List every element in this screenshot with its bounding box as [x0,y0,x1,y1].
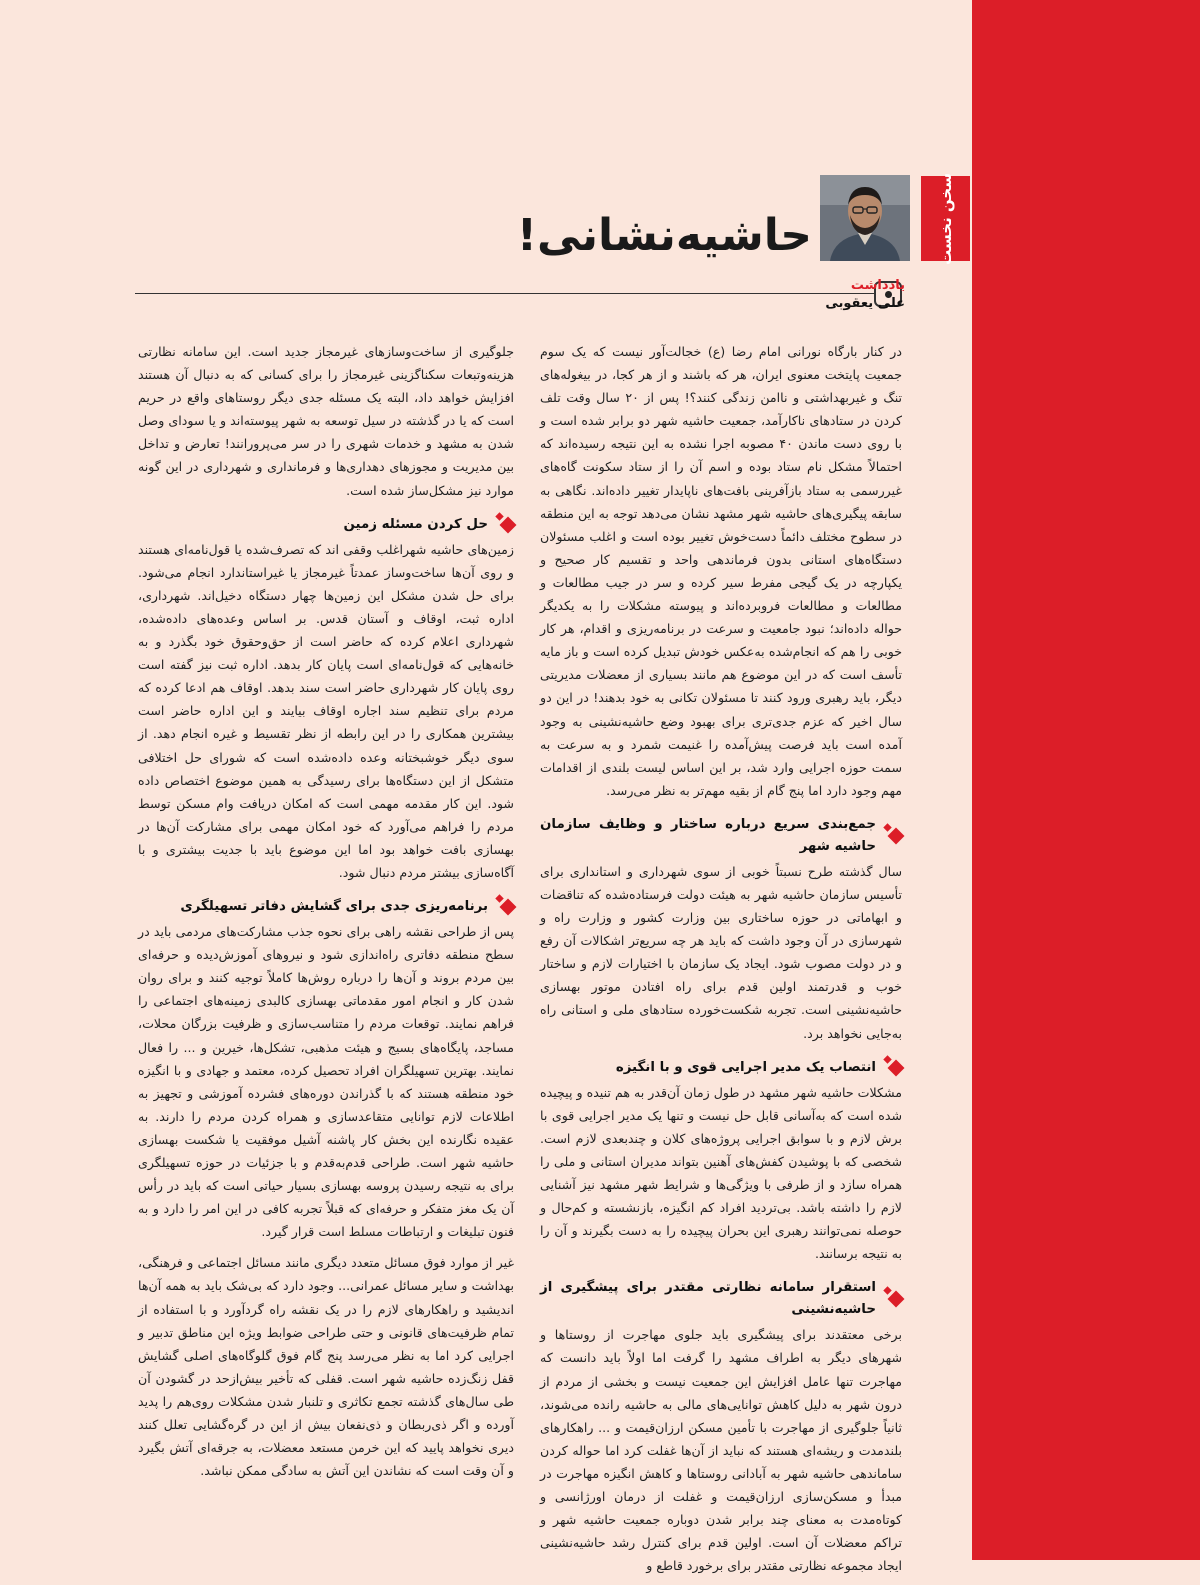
left-intro-paragraph: جلوگیری از ساخت‌وسازهای غیرمجاز جدید است. این سامانه نظارتی هزینه‌وتبعات سکناگزینی غیرمجاز را برای کسانی که به دنبال آن هستند افزایش خواهد داد، البته یک مسئله جدی دیگر روستاهای واقع در حریم است که یا در گذشته در سیل توسعه به شهر پیوسته‌اند و یا سودای وصل شدن به مشهد و خدمات شهری را در سر می‌پرورانند! تعارض و تداخل بین مدیریت و مجوزهای دهداری‌ها و فرمانداری و شهرداری در این گونه موارد نیز مشکل‌ساز شده است. [138,344,514,498]
red-side-strip [972,0,1200,1560]
diamond-bullet-icon [888,1291,905,1308]
author-name: علی یعقوبی [825,296,905,311]
section-body: برخی معتقدند برای پیشگیری باید جلوی مهاجرت از روستاها و شهرهای دیگر به اطراف مشهد را گرفت اما اولاً باید دانست که مهاجرت تنها عامل افزایش این جمعیت نیست و بخشی از مردم از درون شهر به دلیل کاهش توانایی‌های مالی به حاشیه رانده می‌شوند، ثانیاً جلوگیری از مهاجرت با تأمین مسکن ارزان‌قیمت و ... راهکارهای بلندمدت و ریشه‌ای هستند که نباید از آن‌ها غفلت کرد اما حواله کردن ساماندهی حاشیه شهر به آبادانی روستاها و کاهش انگیزه مهاجرت در مبدأ و مسکن‌سازی ارزان‌قیمت و غفلت از درمان اورژانسی و کوتاه‌مدت به معنای چند برابر شدن دوباره جمعیت حاشیه شهر و تراکم معضلات آن است. اولین قدم برای کنترل رشد حاشیه‌نشینی ایجاد مجموعه نظارتی مقتدر برای برخورد قاطع و [540,1327,902,1574]
section-body: پس از طراحی نقشه راهی برای نحوه جذب مشارکت‌های مردمی باید در سطح منطقه دفاتری راه‌اندازی شود و نیروهای آموزش‌دیده و حرفه‌ای بین مردم بروند و آن‌ها را درباره روش‌ها کاملاً توجیه کنند و برای روان شدن کار و انجام امور مقدماتی بهسازی کالبدی زمینه‌های اجتماعی را فراهم نمایند. توقعات مردم را متناسب‌سازی و ظرفیت بزرگان محلات، مساجد، پایگاه‌های بسیج و هیئت مذهبی، تشکل‌ها، خیرین و ... را فعال نمایند. بهترین تسهیلگران افراد تحصیل کرده، معتمد و جهادی و با انگیزه خود منطقه هستند که با گذراندن دوره‌های فشرده آموزشی و تجهیز به اطلاعات لازم توانایی متقاعدسازی و همراه کردن مردم را دارند. به عقیده نگارنده این بخش کار پاشنه آشیل موفقیت یا شکست بهسازی حاشیه شهر است. طراحی قدم‌به‌قدم و با جزئیات در حوزه تسهیلگری برای به نتیجه رسیدن پروسه بهسازی بسیار حیاتی است که باید در رأس آن یک مغز متفکر و حرفه‌ای که قبلاً تجربه کافی در این امر را دارد و به فنون تبلیغات و ارتباطات مسلط است قرار گیرد. [138,924,514,1240]
diamond-bullet-icon [888,827,905,844]
diamond-bullet-icon [888,1059,905,1076]
article-type: یادداشت [850,278,905,293]
byline [135,278,905,311]
headline: حاشیه‌نشانی! [516,210,812,261]
right-intro-paragraph: در کنار بارگاه نورانی امام رضا (ع) خجالت‌آور نیست که یک سوم جمعیت پایتخت معنوی ایران، هر که باشند و از هر کجا، در بیغوله‌های تنگ و غیربهداشتی و ناامن زندگی کنند؟! پس از ۲۰ سال وقت تلف کردن در ستادهای ناکارآمد، جمعیت حاشیه شهر دو برابر شده است و با روی دست ماندن ۴۰ مصوبه اجرا نشده به این نتیجه رسیده‌اند که احتمالاً مشکل نام ستاد بوده و اسم آن را از ستاد سکونت گاه‌های غیررسمی به ستاد بازآفرینی بافت‌های ناپایدار تغییر داده‌اند. نگاهی به سابقه پیگیری‌های حاشیه شهر مشهد نشان می‌دهد توجه به این منطقه در سطوح مختلف دائماً دست‌خوش تغییر بوده است و اغلب مسئولان دستگاه‌های استانی بدون فرماندهی واحد و تقسیم کار صحیح و یکپارچه در یک گیجی مفرط سیر کرده و سر در جیب مطالعات و مطالعات و مطالعات فروبرده‌اند و پیوسته مشکلات را به یکدیگر حواله داده‌اند؛ نبود جامعیت و سرعت در برنامه‌ریزی و اقدام، هر کار خوبی را هم که انجام‌شده به‌عکس خودش تبدیل کرده است و باز مایه تأسف است که در این موضوع هم مانند بسیاری از معضلات مدیریتی دیگر، باید رهبری ورود کنند تا مسئولان تکانی به خود بدهند! در این دو سال اخیر که عزم جدی‌تری برای بهبود وضع حاشیه‌نشینی به وجود آمده است باید فرصت پیش‌آمده را غنیمت شمرد و به سرعت به سمت حوزه اجرایی وارد شد، بر این اساس لیست بلندی از اقدامات مهم وجود دارد اما پنج گام از بقیه مهم‌تر به نظر می‌رسد. [539,344,902,798]
section-heading: حل کردن مسئله زمین [138,514,514,536]
section-body: مشکلات حاشیه شهر مشهد در طول زمان آن‌قدر به هم تنیده و پیچیده شده است که به‌آسانی قابل حل نیست و تنها یک مدیر اجرایی قوی با برش لازم و با سوابق اجرایی پروژه‌های کلان و چندبعدی لازم است. شخصی که با پوشیدن کفش‌های آهنین بتواند مدیران استانی و ملی را همراه سازد و از طرفی با ویژگی‌ها و شرایط شهر مشهد نیز آشنایی لازم را داشته باشد. بی‌تردید افراد کم انگیزه، بازنشسته و کم‌حال و حوصله نمی‌توانند رهبری این بحران پیچیده را به دست بگیرند و آن را به نتیجه برسانند. [540,1084,902,1262]
section-heading: استقرار سامانه نظارتی مقتدر برای پیشگیری از حاشیه‌نشینی [540,1277,902,1321]
diamond-bullet-icon [500,899,517,916]
right-column [540,340,902,1585]
section-body: غیر از موارد فوق مسائل متعدد دیگری مانند مسائل اجتماعی و فرهنگی، بهداشت و سایر مسائل عمرانی... وجود دارد که بی‌شک باید به همه آن‌ها اندیشید و راهکارهای لازم را در یک نقشه راه گردآورد و با استفاده از تمام ظرفیت‌های قانونی و حتی طراحی ضوابط ویژه این مناطق تدبیر و اجرایی کرد اما به نظر می‌رسد پنج گام فوق گلوگاه‌های اصلی گشایش قفل زنگ‌زده حاشیه شهر است. قفلی که تأخیر بیش‌ازحد در گشودن آن طی سال‌های گذشته تجمع تکاثری و تلنبار شدن مشکلات روی‌هم را پدید آورده و اگر ذی‌ربطان و ذی‌نفعان بیش از این در گره‌گشایی تعلل کنند دیری نخواهد پایید که این خرمن مستعد معضلات، به جرقه‌ای آتش بگیرد و آن وقت است که نشاندن این آتش به سادگی ممکن نباشد. [138,1255,514,1479]
section-heading: جمع‌بندی سریع درباره ساختار و وظایف سازمان حاشیه شهر [540,814,902,858]
section-tab [918,172,970,265]
section-heading: انتصاب یک مدیر اجرایی قوی و با انگیزه [540,1057,902,1079]
section-body: زمین‌های حاشیه شهراغلب وقفی اند که تصرف‌شده یا قول‌نامه‌ای هستند و روی آن‌ها ساخت‌وساز عمدتاً غیرمجاز یا غیراستاندارد انجام می‌شود. برای حل شدن مشکل این زمین‌ها چهار دستگاه دخیل‌اند. شهرداری، اداره ثبت، اوقاف و آستان قدس. بر اساس وعده‌های داده‌شده، شهرداری اعلام کرده که حاضر است از حق‌وحقوق خود بگذرد و به خانه‌هایی که قول‌نامه‌ای است پایان کار بدهد. اداره ثبت نیز گفته است روی پایان کار شهرداری حاضر است سند بدهد. اوقاف هم ادعا کرده که مردم برای تنظیم سند اجاره اوقاف بیایند و این اداره حاضر است بیشترین همکاری را در این رابطه از نظر تقسیط و غیره انجام دهد. از سوی دیگر خوشبختانه وعده داده‌شده است که شورای حل اختلافی متشکل از این دستگاه‌ها برای رسیدگی به همین موضوع اختصاص داده شود. این کار مقدمه مهمی است که امکان دریافت وام مسکن توسط مردم را فراهم می‌آورد که خود امکان مهمی برای مشارکت آن‌ها در بهسازی بافت خواهد بود اما این موضوع باید با جدیت بیشتری و با آگاه‌سازی بیشتر مردم دنبال شود. [138,541,514,880]
section-heading: برنامه‌ریزی جدی برای گشایش دفاتر تسهیلگری [138,896,514,918]
section-tab-label: سخن نخست [936,172,955,265]
author-photo [820,175,910,261]
author-portrait-image [820,175,910,261]
section-body: سال گذشته طرح نسبتاً خوبی از سوی شهرداری و استانداری برای تأسیس سازمان حاشیه شهر به هیئت دولت فرستاده‌شده که تناقضات و ابهاماتی در حوزه ساختاری بین وزارت کشور و وزارت راه و شهرسازی در آن وجود داشت که باید هر چه سریع‌تر اشکالات آن رفع و در دولت مصوب شود. ایجاد یک سازمان با اختیارات لازم و ساختار خوب و قدرتمند اولین قدم برای راه افتادن موتور بهسازی حاشیه‌نشینی است. تجربه شکست‌خورده ستادهای ملی و استانی راه به‌جایی نخواهد برد. [540,863,902,1041]
left-column [138,340,514,1490]
diamond-bullet-icon [500,516,517,533]
